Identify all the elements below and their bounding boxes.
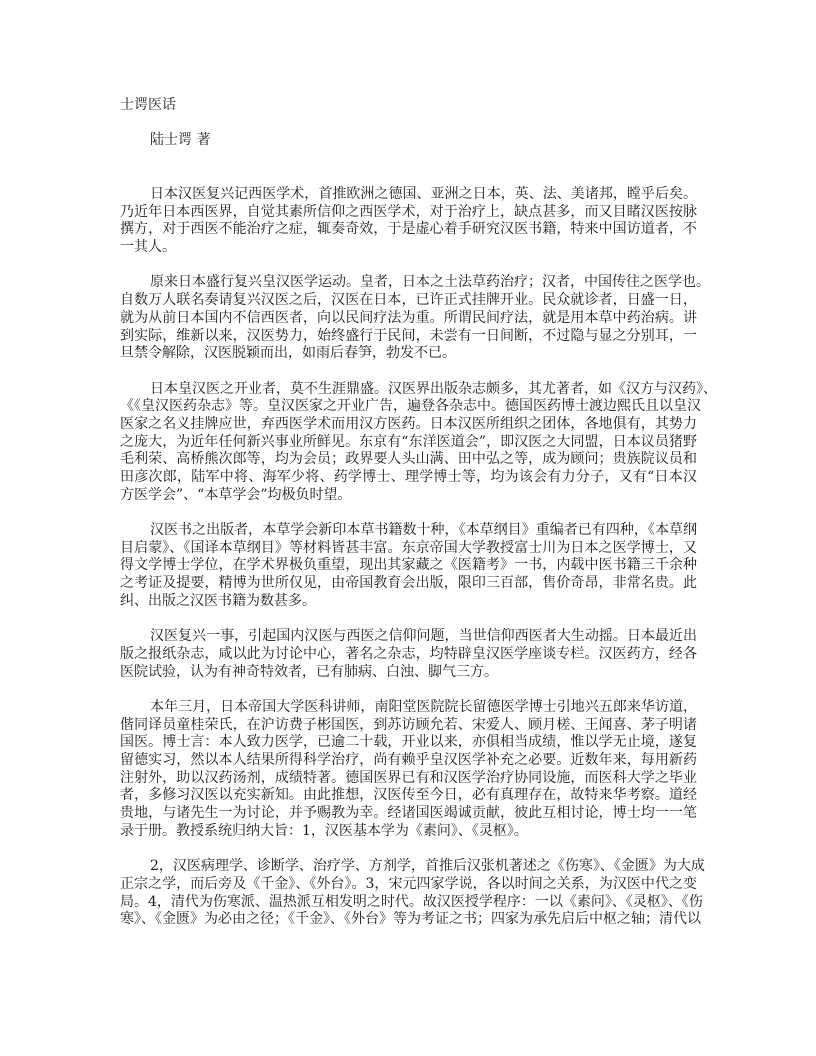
paragraph <box>120 858 705 929</box>
paragraph-line: 本年三月，日本帝国大学医科讲师，南阳堂医院院长留德医学博士引地兴五郎来华访道， <box>150 698 697 715</box>
paragraph-line: 自数万人联名奏请复兴汉医之后，汉医在日本，已许正式挂牌开业。民众就诊者，日盛一日， <box>120 292 697 309</box>
paragraph <box>120 380 717 505</box>
document-page <box>120 96 717 947</box>
paragraph-line: 日本汉医复兴记西医学术，首推欧洲之德国、亚洲之日本，英、法、美诸邦，瞠乎后矣。 <box>150 186 697 202</box>
paragraph-line: 旦禁令解除，汉医脱颖而出，如雨后春笋，勃发不已。 <box>120 345 456 362</box>
paragraph-line: 偕同译员童桂荣氏，在沪访费子彬国医，到苏访顾允若、宋爱人、顾月槎、王闻喜、茅子明诸 <box>120 716 697 733</box>
paragraph-line: 者，多修习汉医以充实新知。由此推想，汉医传至今日，必有真理存在，故特来华考察。道经 <box>120 787 697 804</box>
paragraph <box>120 274 710 362</box>
author-line: 陆士谔 著 <box>150 132 211 148</box>
paragraph-line: 医院试验，认为有神奇特效者，已有肺病、白浊、脚气三方。 <box>120 663 498 680</box>
paragraph-line: 一其人。 <box>120 239 176 256</box>
paragraph-line: 纠、出版之汉医书籍为数甚多。 <box>120 592 316 609</box>
paragraph-line: 到实际，维新以来，汉医势力，始终盛行于民间，未尝有一日间断，不过隐与显之分别耳，一 <box>120 327 697 344</box>
paragraph <box>120 628 697 681</box>
paragraph-line: 寒》、《金匮》为必由之径；《千金》、《外台》等为考证之书；四家为承先启后中枢之轴；清代以 <box>120 911 701 928</box>
paragraph-line: 之考证及提要，精博为世所仅见，由帝国教育会出版，限印三百部，售价奇昂，非常名贵。此 <box>120 575 697 592</box>
paragraph-line: 《《皇汉医药杂志》等。皇汉医家之开业广告，遍登各杂志中。德国医药博士渡边熙氏且以皇汉 <box>120 398 701 415</box>
paragraph-line: 就为从前日本国内不信西医者，向以民间疗法为重。所谓民间疗法，就是用本草中药治病。讲 <box>120 309 697 326</box>
paragraph-line: 正宗之学，而后旁及《千金》、《外台》。3，宋元四家学说，各以时间之关系，为汉医中代之变 <box>120 875 697 892</box>
paragraph <box>120 699 697 841</box>
paragraph-line: 录于册。教授系统归纳大旨：1，汉医基本学为《素问》、《灵枢》。 <box>120 822 528 839</box>
paragraph-line: 目启蒙》、《国译本草纲目》等材料皆甚丰富。东京帝国大学教授富士川为日本之医学博士，又 <box>120 539 697 556</box>
paragraph-line: 国医。博士言：本人致力医学，已逾二十载，开业以来，亦俱相当成绩，惟以学无止境，遂复 <box>120 734 697 751</box>
paragraph-line: 撰方，对于西医不能治疗之症，辄奏奇效，于是虚心着手研究汉医书籍，特来中国访道者，不 <box>120 221 697 238</box>
paragraph-line: 注射外，助以汉药汤剂，成绩特著。德国医界已有和汉医学治疗协同设施，而医科大学之毕业 <box>120 769 697 786</box>
paragraph-line: 原来日本盛行复兴皇汉医学运动。皇者，日本之土法草药治疗；汉者，中国传往之医学也。 <box>150 274 710 291</box>
paragraph-line: 方医学会”、“本草学会”均极负时望。 <box>120 486 352 503</box>
paragraph-line: 之庞大，为近年任何新兴事业所鲜见。东京有“东洋医道会”，即汉医之大同盟，日本议员猪野 <box>120 433 697 450</box>
paragraph-line: 汉医书之出版者，本草学会新印本草书籍数十种，《本草纲目》重编者已有四种，《本草纲 <box>150 522 697 539</box>
paragraph-line: 2，汉医病理学、诊断学、治疗学、方剂学，首推后汉张机著述之《伤寒》、《金匮》为大成 <box>150 858 705 875</box>
paragraph-line: 留德实习，然以本人结果所得科学治疗，尚有赖乎皇汉医学补充之必要。近数年来，每用新药 <box>120 752 697 768</box>
paragraph-line: 毛利荣、高桥熊次郎等，均为会员；政界要人头山满、田中弘之等，成为顾问；贵族院议员和 <box>120 451 697 468</box>
paragraph-line: 医家之名义挂牌应世，弃西医学术而用汉方医药。日本汉医所组织之团体，各地俱有，其势力 <box>120 415 697 432</box>
paragraph <box>120 522 697 610</box>
document-title: 士谔医话 <box>120 97 176 113</box>
paragraph-line: 局。4，清代为伤寒派、温热派互相发明之时代。故汉医授学程序：一以《素问》、《灵枢》、《伤 <box>120 893 703 910</box>
paragraph-line: 汉医复兴一事，引起国内汉医与西医之信仰问题，当世信仰西医者大生动摇。日本最近出 <box>150 628 697 645</box>
document-body <box>120 186 717 929</box>
paragraph-line: 田彦次郎，陆军中将、海军少将、药学博士、理学博士等，均为该会有力分子，又有“日本汉 <box>120 469 697 485</box>
paragraph <box>120 186 697 257</box>
paragraph-line: 得文学博士学位，在学术界极负重望，现出其家藏之《医籍考》一书，内载中医书籍三千余种 <box>120 557 697 574</box>
paragraph-line: 乃近年日本西医界，自觉其素所信仰之西医学术，对于治疗上，缺点甚多，而又目睹汉医按脉 <box>120 203 697 220</box>
paragraph-line: 版之报纸杂志，咸以此为讨论中心，著名之杂志，均特辟皇汉医学座谈专栏。汉医药方，经各 <box>120 645 697 662</box>
paragraph-line: 贵地，与诸先生一为讨论，并予赐教为幸。经诸国医竭诚贡献，彼此互相讨论，博士均一一笔 <box>120 805 697 822</box>
paragraph-line: 日本皇汉医之开业者，莫不生涯鼎盛。汉医界出版杂志颇多，其尤著者，如《汉方与汉药》、 <box>150 380 717 397</box>
